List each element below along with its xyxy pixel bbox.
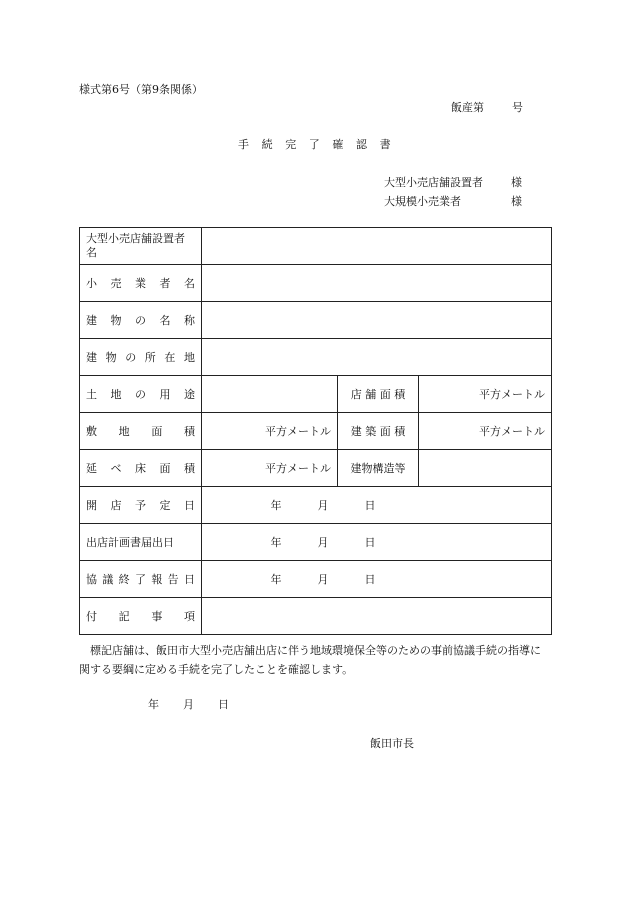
retailer-value bbox=[202, 265, 552, 302]
store-installer-label: 大型小売店舗設置者名 bbox=[80, 228, 202, 265]
document-title: 手続完了確認書 bbox=[238, 138, 404, 151]
opening-date-label: 開 店 予 定 日 bbox=[80, 487, 202, 524]
table-row bbox=[80, 413, 552, 450]
statement-text: 標記店舗は、飯田市大型小売店舗出店に伴う地域環境保全等のための事前協議手続の指導に関する要綱に定める手続を完了したことを確認します。 bbox=[79, 644, 541, 676]
addressee-store-installer: 大型小売店舗設置者 bbox=[384, 176, 483, 189]
total-floor-area-label: 延 ベ 床 面 積 bbox=[80, 450, 202, 487]
confirmation-statement bbox=[79, 641, 551, 679]
table-row bbox=[80, 376, 552, 413]
opening-date-value: 年 月 日 bbox=[202, 487, 552, 524]
issue-date: 年 月 日 bbox=[148, 698, 229, 711]
building-structure-label: 建物構造等 bbox=[338, 450, 419, 487]
notes-label: 付 記 事 項 bbox=[80, 598, 202, 635]
land-use-value bbox=[202, 376, 338, 413]
table-row bbox=[80, 339, 552, 376]
table-row bbox=[80, 524, 552, 561]
store-installer-value bbox=[202, 228, 552, 265]
building-structure-value bbox=[419, 450, 552, 487]
store-floor-area-label: 店 舗 面 積 bbox=[338, 376, 419, 413]
building-area-unit: 平方メートル bbox=[419, 413, 552, 450]
table-row bbox=[80, 598, 552, 635]
notes-value bbox=[202, 598, 552, 635]
consultation-report-label: 協 議 終 了 報 告 日 bbox=[80, 561, 202, 598]
retailer-label: 小 売 業 者 名 bbox=[80, 265, 202, 302]
table-row bbox=[80, 450, 552, 487]
plan-submission-label: 出店計画書届出日 bbox=[80, 524, 202, 561]
land-use-label: 土 地 の 用 途 bbox=[80, 376, 202, 413]
mayor-signature: 飯田市長 bbox=[370, 737, 414, 750]
building-location-value bbox=[202, 339, 552, 376]
total-floor-area-unit: 平方メートル bbox=[202, 450, 338, 487]
building-name-value bbox=[202, 302, 552, 339]
site-area-label: 敷 地 面 積 bbox=[80, 413, 202, 450]
building-location-label: 建 物 の 所 在 地 bbox=[80, 339, 202, 376]
table-row bbox=[80, 228, 552, 265]
addressee-honorific: 様 bbox=[511, 176, 522, 189]
confirmation-table bbox=[79, 227, 552, 635]
addressee-honorific: 様 bbox=[511, 195, 522, 208]
plan-submission-value: 年 月 日 bbox=[202, 524, 552, 561]
store-floor-area-unit: 平方メートル bbox=[419, 376, 552, 413]
addressee-retailer: 大規模小売業者 bbox=[384, 195, 461, 208]
consultation-report-value: 年 月 日 bbox=[202, 561, 552, 598]
site-area-unit: 平方メートル bbox=[202, 413, 338, 450]
table-row bbox=[80, 302, 552, 339]
table-row bbox=[80, 265, 552, 302]
building-area-label: 建 築 面 積 bbox=[338, 413, 419, 450]
table-row bbox=[80, 561, 552, 598]
building-name-label: 建 物 の 名 称 bbox=[80, 302, 202, 339]
document-number-suffix: 号 bbox=[512, 101, 523, 114]
form-number: 様式第6号（第9条関係） bbox=[79, 83, 203, 96]
document-number-prefix: 飯産第 bbox=[451, 101, 484, 114]
table-row bbox=[80, 487, 552, 524]
